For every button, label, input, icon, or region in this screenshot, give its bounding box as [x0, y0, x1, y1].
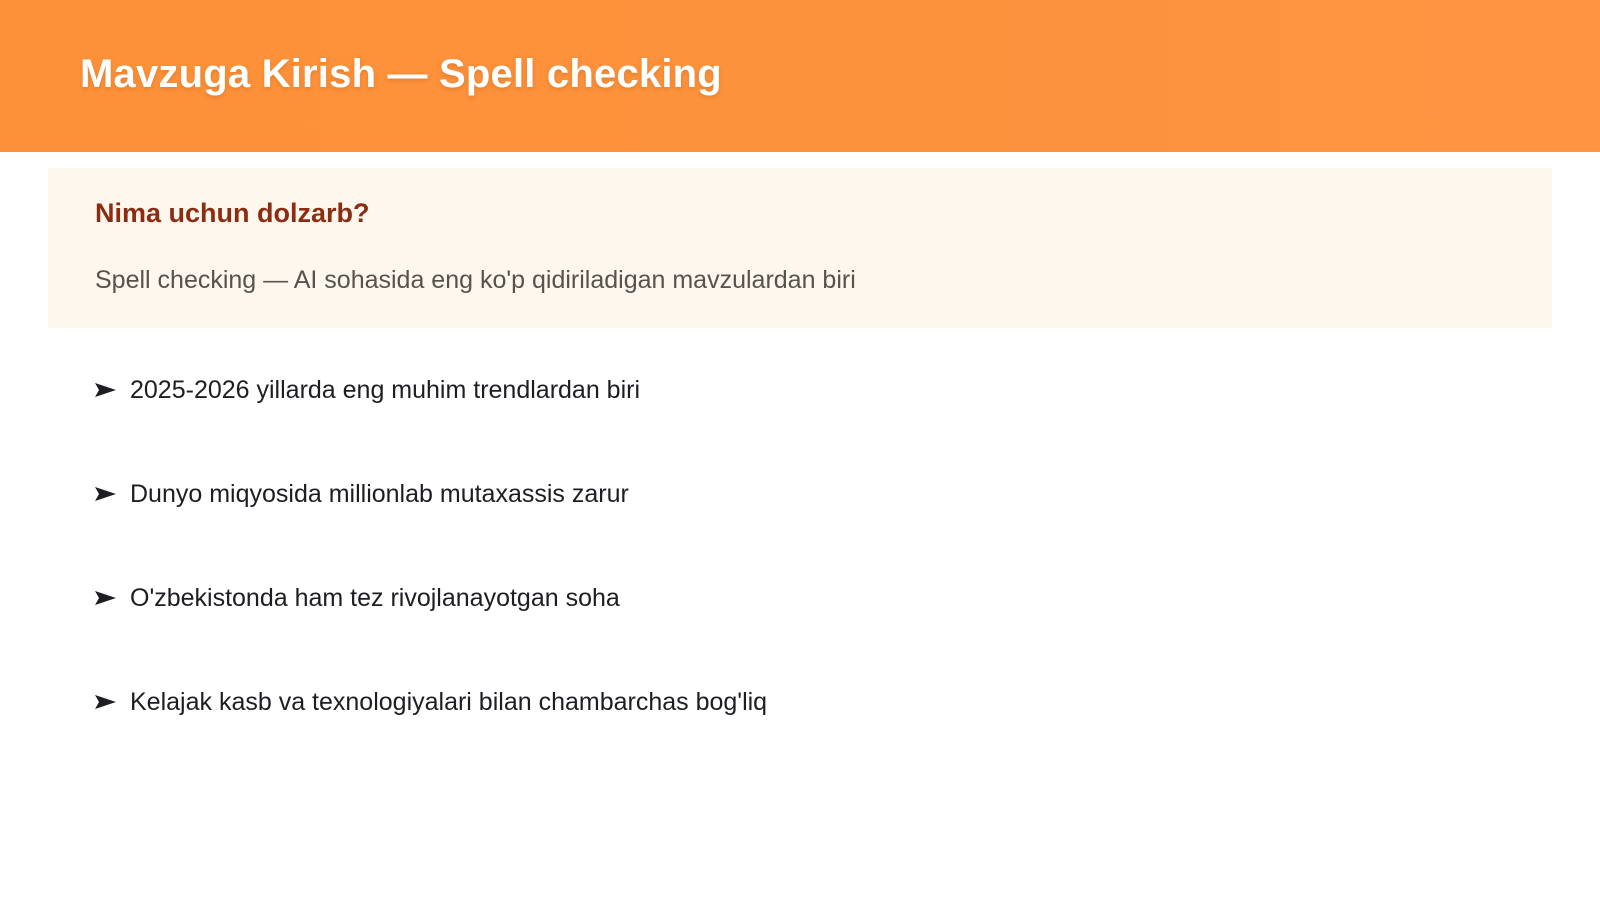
page-title: Mavzuga Kirish — Spell checking	[80, 52, 722, 96]
callout-heading: Nima uchun dolzarb?	[95, 198, 370, 228]
bullet-item	[94, 372, 767, 408]
triangle-bullet-icon	[94, 484, 118, 504]
bullet-list	[94, 372, 767, 788]
triangle-bullet-icon	[94, 692, 118, 712]
callout-box	[48, 168, 1552, 328]
bullet-text: Kelajak kasb va texnologiyalari bilan chambarchas bog'liq	[130, 687, 768, 716]
bullet-item	[94, 476, 767, 512]
bullet-text: O'zbekistonda ham tez rivojlanayotgan soha	[130, 583, 620, 612]
bullet-text: 2025-2026 yillarda eng muhim trendlardan biri	[130, 375, 641, 404]
bullet-text: Dunyo miqyosida millionlab mutaxassis zarur	[130, 479, 629, 508]
callout-text: Spell checking — AI sohasida eng ko'p qidiriladigan mavzulardan biri	[95, 266, 856, 294]
bullet-item	[94, 684, 767, 720]
triangle-bullet-icon	[94, 588, 118, 608]
triangle-bullet-icon	[94, 380, 118, 400]
header-bar	[0, 0, 1600, 152]
bullet-item	[94, 580, 767, 616]
